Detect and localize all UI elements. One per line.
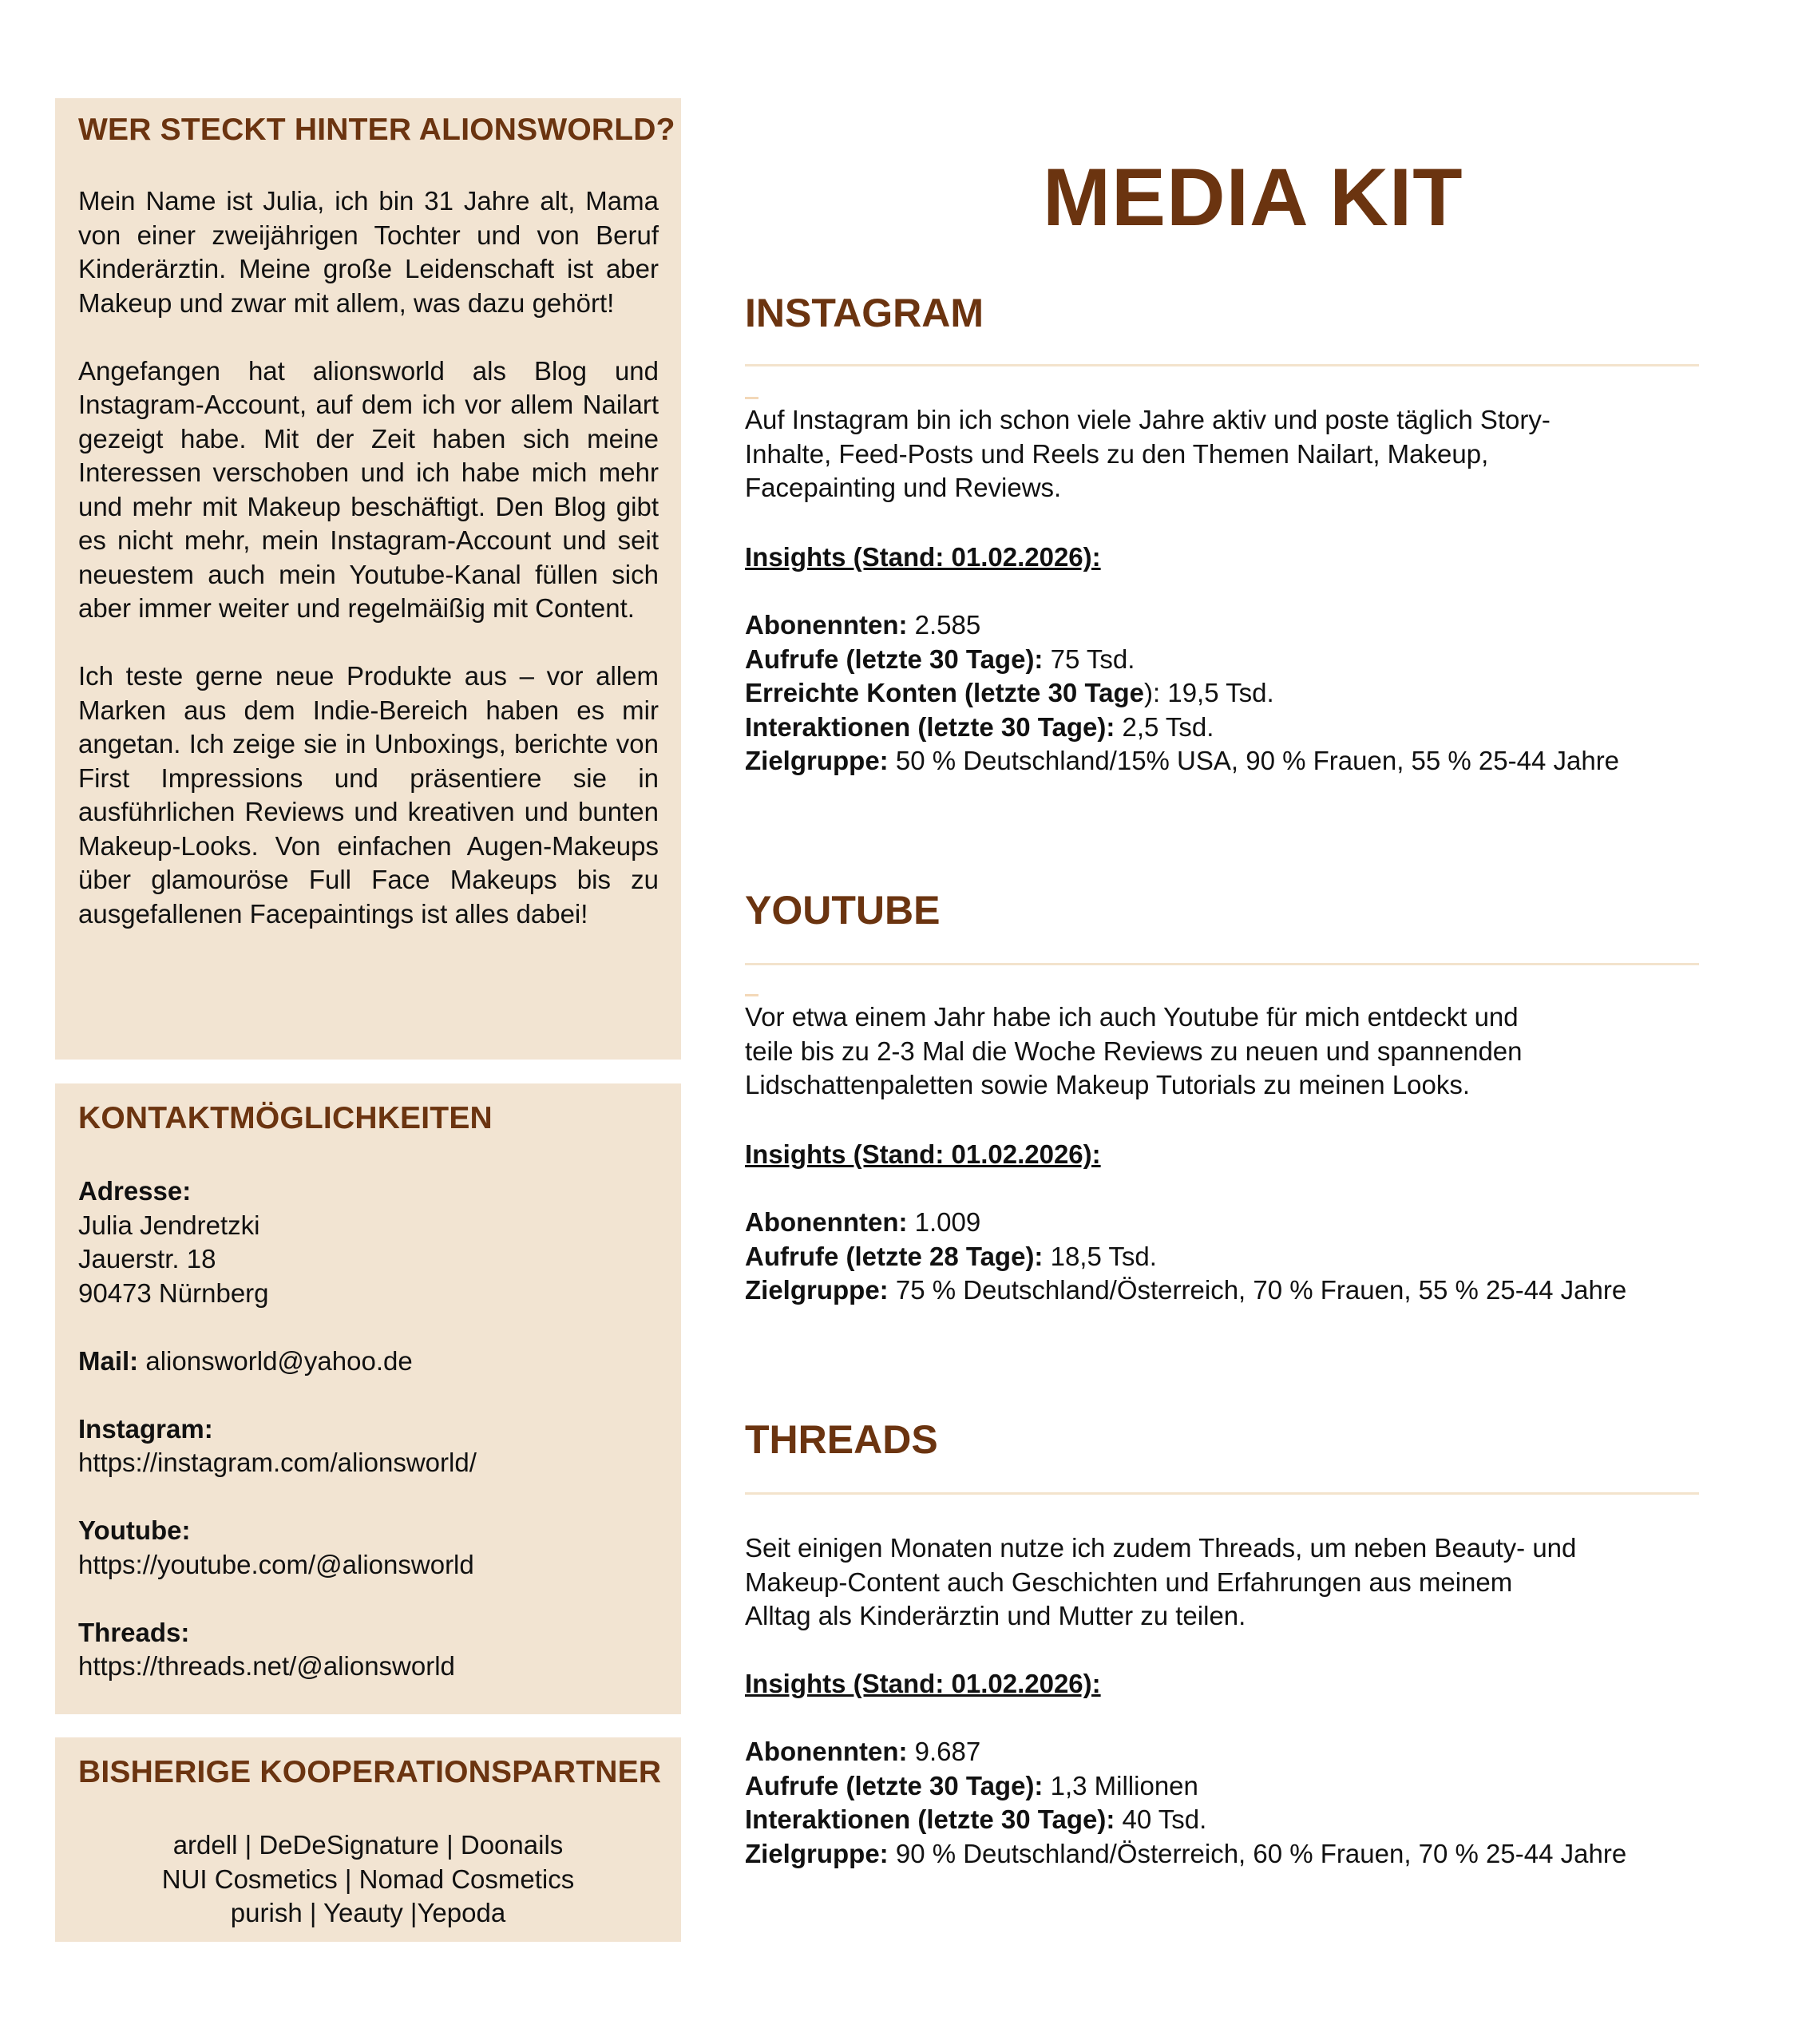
- stat-label: Interaktionen (letzte 30 Tage):: [745, 711, 1115, 742]
- stat-label: Aufrufe (letzte 30 Tage):: [745, 644, 1044, 674]
- about-paragraph: Ich teste gerne neue Produkte aus – vor allem Marken aus dem Indie-Bereich haben es mir angetan. Ich zeige sie in Unboxings, berichte von First Impressions und präsentiere sie in ausführlichen Reviews und kreativen und bunten Makeup-Looks. Von einfachen Augen-Makeups über glamouröse Full Face Makeups bis zu ausgefallenen Facepaintings ist alles dabei!: [78, 661, 659, 929]
- contact-details: [78, 1175, 659, 1684]
- threads-link[interactable]: https://threads.net/@alionsworld: [78, 1651, 455, 1681]
- description-line: Seit einigen Monaten nutze ich zudem Threads, um neben Beauty- und: [745, 1533, 1577, 1563]
- stat-value: ): 19,5 Tsd.: [1144, 678, 1274, 707]
- stat-value: 90 % Deutschland/Österreich, 60 % Frauen, 70 % 25-44 Jahre: [888, 1838, 1627, 1868]
- stat-row: [745, 608, 1619, 643]
- stat-row: [745, 1240, 1626, 1274]
- threads-stats: [745, 1735, 1626, 1871]
- stat-label: Zielgruppe:: [745, 1275, 889, 1305]
- page-title: MEDIA KIT: [1043, 152, 1463, 243]
- about-panel: [55, 98, 681, 1060]
- address-label: Adresse:: [78, 1176, 192, 1206]
- stat-value: 2,5 Tsd.: [1115, 711, 1214, 742]
- section-divider: [745, 364, 1699, 366]
- contact-heading: KONTAKTMÖGLICHKEITEN: [78, 1101, 493, 1135]
- stat-row: [745, 1735, 1626, 1769]
- partners-line: ardell | DeDeSignature | Doonails: [172, 1830, 564, 1860]
- stat-value: 1,3 Millionen: [1043, 1770, 1198, 1800]
- stat-row: [745, 1274, 1626, 1308]
- stat-value: 2.585: [907, 610, 981, 640]
- description-line: Inhalte, Feed-Posts und Reels zu den Themen Nailart, Makeup,: [745, 438, 1489, 469]
- stat-row: [745, 744, 1619, 778]
- stat-row: [745, 1837, 1626, 1872]
- stat-row: [745, 1769, 1626, 1804]
- stat-value: 40 Tsd.: [1115, 1804, 1207, 1834]
- instagram-heading: INSTAGRAM: [745, 291, 984, 335]
- stat-label: Abonennten:: [745, 1207, 908, 1237]
- instagram-stats: [745, 608, 1619, 778]
- stat-value: 1.009: [907, 1207, 981, 1237]
- partners-line: NUI Cosmetics | Nomad Cosmetics: [161, 1864, 575, 1894]
- section-divider: [745, 1492, 1699, 1495]
- instagram-block: [78, 1412, 659, 1480]
- instagram-description: [745, 403, 1703, 505]
- section-dash: [745, 994, 758, 996]
- stat-label: Abonennten:: [745, 610, 908, 640]
- stat-row: [745, 676, 1619, 711]
- instagram-link[interactable]: https://instagram.com/alionsworld/: [78, 1448, 477, 1477]
- partners-list: [55, 1828, 681, 1931]
- stat-label: Zielgruppe:: [745, 1838, 889, 1868]
- contact-panel: [55, 1083, 681, 1714]
- stat-row: [745, 643, 1619, 677]
- description-line: Makeup-Content auch Geschichten und Erfahrungen aus meinem: [745, 1567, 1513, 1597]
- about-heading: WER STECKT HINTER ALIONSWORLD?: [78, 113, 675, 147]
- stat-value: 75 Tsd.: [1043, 644, 1135, 674]
- insights-heading: Insights (Stand: 01.02.2026):: [745, 542, 1101, 572]
- youtube-stats: [745, 1206, 1626, 1308]
- stat-label: Aufrufe (letzte 30 Tage):: [745, 1770, 1044, 1800]
- description-line: Auf Instagram bin ich schon viele Jahre aktiv und poste täglich Story-: [745, 405, 1551, 434]
- address-block: [78, 1175, 659, 1310]
- address-line: Jauerstr. 18: [78, 1244, 216, 1274]
- stat-row: [745, 711, 1619, 745]
- description-line: Alltag als Kinderärztin und Mutter zu teilen.: [745, 1601, 1246, 1630]
- address-line: 90473 Nürnberg: [78, 1278, 269, 1308]
- threads-block: [78, 1616, 659, 1684]
- section-dash: [745, 397, 758, 399]
- youtube-heading: YOUTUBE: [745, 888, 941, 933]
- section-divider: [745, 963, 1699, 965]
- description-line: Lidschattenpaletten sowie Makeup Tutorials zu meinen Looks.: [745, 1070, 1471, 1099]
- stat-value: 50 % Deutschland/15% USA, 90 % Frauen, 55 % 25-44 Jahre: [888, 746, 1620, 775]
- stat-value: 75 % Deutschland/Österreich, 70 % Frauen, 55 % 25-44 Jahre: [888, 1275, 1627, 1305]
- about-paragraph: Mein Name ist Julia, ich bin 31 Jahre alt, Mama von einer zweijährigen Tochter und von Beruf Kinderärztin. Meine große Leidenschaft ist aber Makeup und zwar mit allem, was dazu gehört!: [78, 186, 659, 318]
- mail-block: [78, 1345, 659, 1379]
- stat-label: Aufrufe (letzte 28 Tage):: [745, 1241, 1044, 1271]
- description-line: Facepainting und Reviews.: [745, 473, 1062, 502]
- stat-value: 9.687: [907, 1737, 981, 1766]
- stat-value: 18,5 Tsd.: [1043, 1241, 1157, 1271]
- about-paragraph: Angefangen hat alionsworld als Blog und Instagram-Account, auf dem ich vor allem Nailart gezeigt habe. Mit der Zeit haben sich meine Interessen verschoben und ich habe mich mehr und mehr mit Makeup beschäftigt. Den Blog gibt es nicht mehr, mein Instagram-Account und seit neuestem auch mein Youtube-Kanal füllen sich aber immer weiter und regelmäißig mit Content.: [78, 355, 659, 623]
- partners-panel: [55, 1737, 681, 1942]
- insights-heading: Insights (Stand: 01.02.2026):: [745, 1669, 1101, 1698]
- description-line: Vor etwa einem Jahr habe ich auch Youtube für mich entdeckt und: [745, 1002, 1519, 1032]
- instagram-label: Instagram:: [78, 1413, 213, 1444]
- stat-label: Interaktionen (letzte 30 Tage):: [745, 1804, 1115, 1834]
- mail-link[interactable]: alionsworld@yahoo.de: [145, 1345, 413, 1376]
- stat-row: [745, 1206, 1626, 1240]
- youtube-block: [78, 1514, 659, 1582]
- stat-label: Zielgruppe:: [745, 746, 889, 775]
- mail-label: Mail:: [78, 1345, 139, 1376]
- threads-heading: THREADS: [745, 1417, 938, 1462]
- about-text: [78, 184, 659, 931]
- partners-line: purish | Yeauty |Yepoda: [230, 1898, 506, 1927]
- youtube-description: [745, 1000, 1703, 1103]
- description-line: teile bis zu 2-3 Mal die Woche Reviews zu neuen und spannenden: [745, 1036, 1523, 1066]
- stat-row: [745, 1803, 1626, 1837]
- stat-label: Abonennten:: [745, 1737, 908, 1766]
- threads-label: Threads:: [78, 1617, 190, 1647]
- stat-label: Erreichte Konten (letzte 30 Tage: [745, 678, 1145, 707]
- address-line: Julia Jendretzki: [78, 1210, 260, 1240]
- partners-heading: BISHERIGE KOOPERATIONSPARTNER: [78, 1755, 662, 1789]
- youtube-link[interactable]: https://youtube.com/@alionsworld: [78, 1549, 474, 1579]
- youtube-label: Youtube:: [78, 1515, 191, 1545]
- insights-heading: Insights (Stand: 01.02.2026):: [745, 1139, 1101, 1169]
- threads-description: [745, 1531, 1703, 1634]
